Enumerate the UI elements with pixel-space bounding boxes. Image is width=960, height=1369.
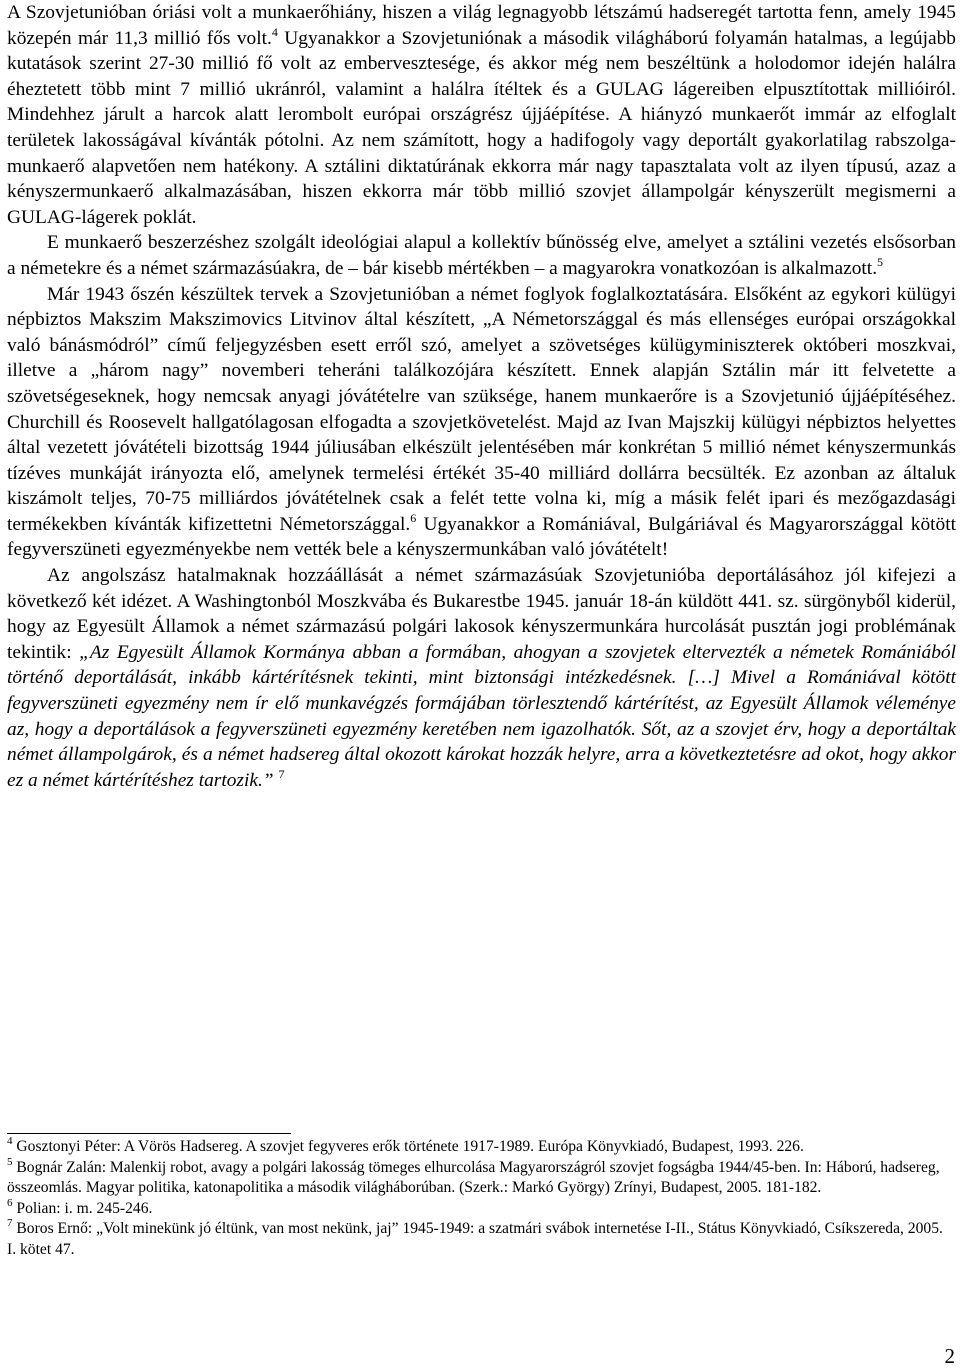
- footnote-number: 7: [7, 1217, 13, 1229]
- paragraph: E munkaerő beszerzéshez szolgált ideológiai alapul a kollektív bűnösség elve, amelyet a sztálini vezetés elsősorban a németekre és a német származásúakra, de – bár kisebb mértékben – a magyarokra vonatkozóan is alkalmazott.$^5$: [7, 232, 956, 279]
- paragraph: A Szovjetunióban óriási volt a munkaerőhiány, hiszen a világ legnagyobb létszámú hadseregét tartotta fenn, amely 1945 közepén már 11,3 millió fős volt.$^4$ Ugyanakkor a Szovjetuniónak a második világháború folyamán hatalmas, a legújabb kutatások szerint 27-30 millió fő volt az embervesztesége, és akkor még nem beszéltünk a holodomor idején halálra éheztetett több mint 7 millió ukránról, valamint a halálra ítéltek és a GULAG lágereiben elpusztítottak millióiról. Mindehhez járult a harcok alatt lerombolt európai országrész újjáépítése. A hiányzó munkaerőt immár az elfoglalt területek lakosságával kívánták pótolni. Az nem számított, hogy a hadifogoly vagy deportált gyakorlatilag rabszolga-munkaerő alapvetően nem hatékony. A sztálini diktatúrának ekkorra már nagy tapasztalata volt az ilyen típusú, azaz a kényszermunkaerő alkalmazásában, hiszen ekkorra már több millió szovjet állampolgár kényszerült megismerni a GULAG-lágerek poklát.: [7, 2, 956, 228]
- footnote-text: Boros Ernő: „Volt minekünk jó éltünk, van most nekünk, jaj” 1945-1949: a szatmári svábok internetése I-II., Státus Könyvkiadó, Csíkszereda, 2005. I. kötet 47.: [7, 1220, 943, 1258]
- footnote-number: 6: [7, 1196, 13, 1209]
- footnotes: [7, 1137, 952, 1260]
- footnote-number: 4: [7, 1135, 13, 1147]
- footnote-text: Gosztonyi Péter: A Vörös Hadsereg. A szovjet fegyveres erők története 1917-1989. Európa Könyvkiadó, Budapest, 1993. 226.: [12, 1138, 804, 1155]
- page-number: 2: [944, 1344, 955, 1368]
- paragraph: Már 1943 őszén készültek tervek a Szovjetunióban a német foglyok foglalkoztatására. Elsőként az egykori külügyi népbiztos Makszim Makszimovics Litvinov által készített, „A Németországgal és más ellenséges európai országokkal való bánásmódról” című feljegyzésben esett erről szó, amelyet a szövetséges külügyminiszterek októberi moszkvai, illetve a „három nagy” novemberi teheráni találkozójára készített. Ennek alapján Sztálin már itt felvetette a szövetségeseknek, hogy nemcsak anyagi jóvátételre van szüksége, hanem munkaerőre is a Szovjetunió újjáépítéséhez. Churchill és Roosevelt hallgatólagosan elfogadta a szovjetkövetelést. Majd az Ivan Majszkij külügyi népbiztos helyettes által vezetett jóvátételi bizottság 1944 júliusában elkészült jelentésében már konkrétan 5 millió német kényszermunkás tízéves munkáját irányozta elő, amelynek termelési értékét 35-40 milliárd dollárra becsülték. Ez azonban az általuk kiszámolt teljes, 70-75 milliárdos jóvátételnek csak a felét tette volna ki, míg a másik felét ipari és mezőgazdasági termékekben kívánták kifizettetni Németországgal.$^6$ Ugyanakkor a Romániával, Bulgáriával és Magyarországgal kötött fegyverszüneti egyezményekbe nem vették bele a kényszermunkában való jóvátételt!: [7, 283, 956, 561]
- paragraph: Az angolszász hatalmaknak hozzáállását a német származásúak Szovjetunióba deportálásához jól kifejezi a következő két idézet. A Washingtonból Moszkvába és Bukarestbe 1945. január 18-án küldött 441. sz. sürgönyből kiderül, hogy az Egyesült Államok a német származású polgári lakosok kényszermunkára hurcolását pusztán jogi problémának tekintik: „Az Egyesült Államok Kormánya abban a formában, ahogyan a szovjetek eltervezték a németek Romániából történő deportálását, inkább kártérítésnek tekinti, mint biztonsági intézkedésnek. […] Mivel a Romániával kötött fegyverszüneti egyezmény nem ír elő munkavégzés formájában törlesztendő kártérítést, az Egyesült Államok véleménye az, hogy a deportálások a fegyverszüneti egyezmény keretében nem igazolhatók. Sőt, az a szovjet érv, hogy a deportáltak német állampolgárok, és a német hadsereg által okozott károkat hozzák helyre, arra a következtetésre ad okot, hogy akkor ez a német kártérítéshez tartozik.” $^7$: [7, 565, 956, 791]
- footnote-text: Polian: i. m. 245-246.: [12, 1199, 153, 1217]
- main-text: [7, 0, 956, 793]
- footnote-number: 5: [7, 1155, 13, 1168]
- footnote: [7, 1137, 952, 1158]
- footnote-text: Bognár Zalán: Malenkij robot, avagy a polgári lakosság tömeges elhurcolása Magyarországról szovjet fogságba 1944/45-ben. In: Háború, hadsereg, összeomlás. Magyar politika, katonapolitika a második világháborúban. (Szerk.: Markó György) Zrínyi, Budapest, 2005. 181-182.: [7, 1158, 940, 1196]
- footnote: [7, 1219, 952, 1260]
- document-body: [7, 0, 956, 793]
- footnote: [7, 1196, 952, 1220]
- footnote-separator: [7, 1133, 291, 1134]
- footnote: [7, 1155, 952, 1199]
